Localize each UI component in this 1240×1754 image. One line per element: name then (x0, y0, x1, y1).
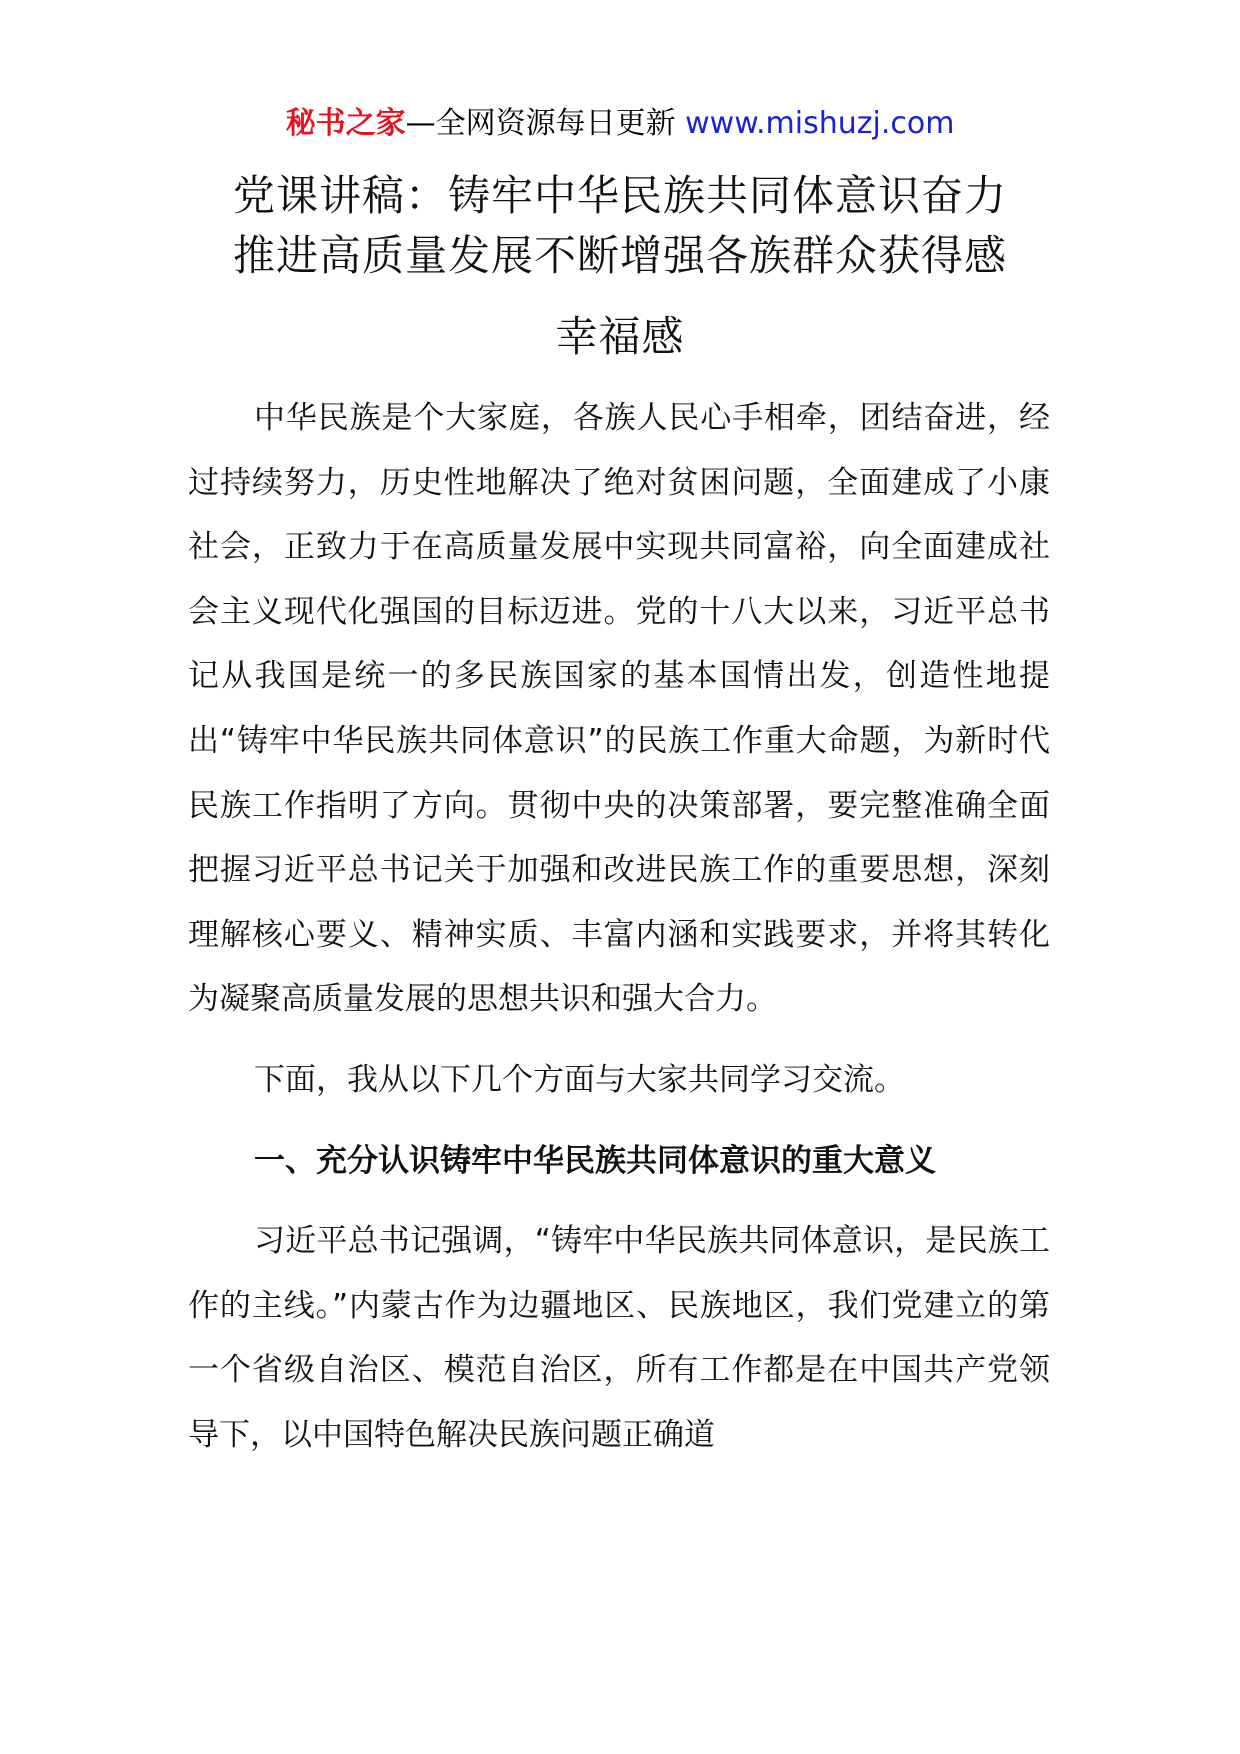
title-line-3: 幸福感 (555, 312, 685, 361)
title-line-1: 党课讲稿：铸牢中华民族共同体意识奋力 (232, 171, 1007, 220)
section-heading-1: 一、充分认识铸牢中华民族共同体意识的重大意义 (254, 1142, 936, 1179)
title-line-2: 推进高质量发展不断增强各族群众获得感 (232, 231, 1007, 280)
document-body (188, 386, 1050, 1468)
site-brand: 秘书之家 (285, 106, 406, 141)
site-header (0, 102, 1240, 146)
body-paragraph-1: 中华民族是个大家庭，各族人民心手相牵，团结奋进，经过持续努力，历史性地解决了绝对贫困问题，全面建成了小康社会，正致力于在高质量发展中实现共同富裕，向全面建成社会主义现代化强国的目标迈进。党的十八大以来，习近平总书记从我国是统一的多民族国家的基本国情出发，创造性地提出“铸牢中华民族共同体意识”的民族工作重大命题，为新时代民族工作指明了方向。贯彻中央的决策部署，要完整准确全面把握习近平总书记关于加强和改进民族工作的重要思想，深刻理解核心要义、精神实质、丰富内涵和实践要求，并将其转化为凝聚高质量发展的思想共识和强大合力。 (188, 400, 1050, 1018)
document-title (190, 166, 1050, 367)
site-url[interactable]: www.mishuzj.com (685, 106, 955, 141)
site-slogan: —全网资源每日更新 (405, 106, 676, 141)
body-paragraph-3: 习近平总书记强调，“铸牢中华民族共同体意识，是民族工作的主线。”内蒙古作为边疆地区、民族地区，我们党建立的第一个省级自治区、模范自治区，所有工作都是在中国共产党领导下，以中国特色解决民族问题正确道 (188, 1223, 1050, 1453)
body-paragraph-2: 下面，我从以下几个方面与大家共同学习交流。 (254, 1061, 905, 1098)
